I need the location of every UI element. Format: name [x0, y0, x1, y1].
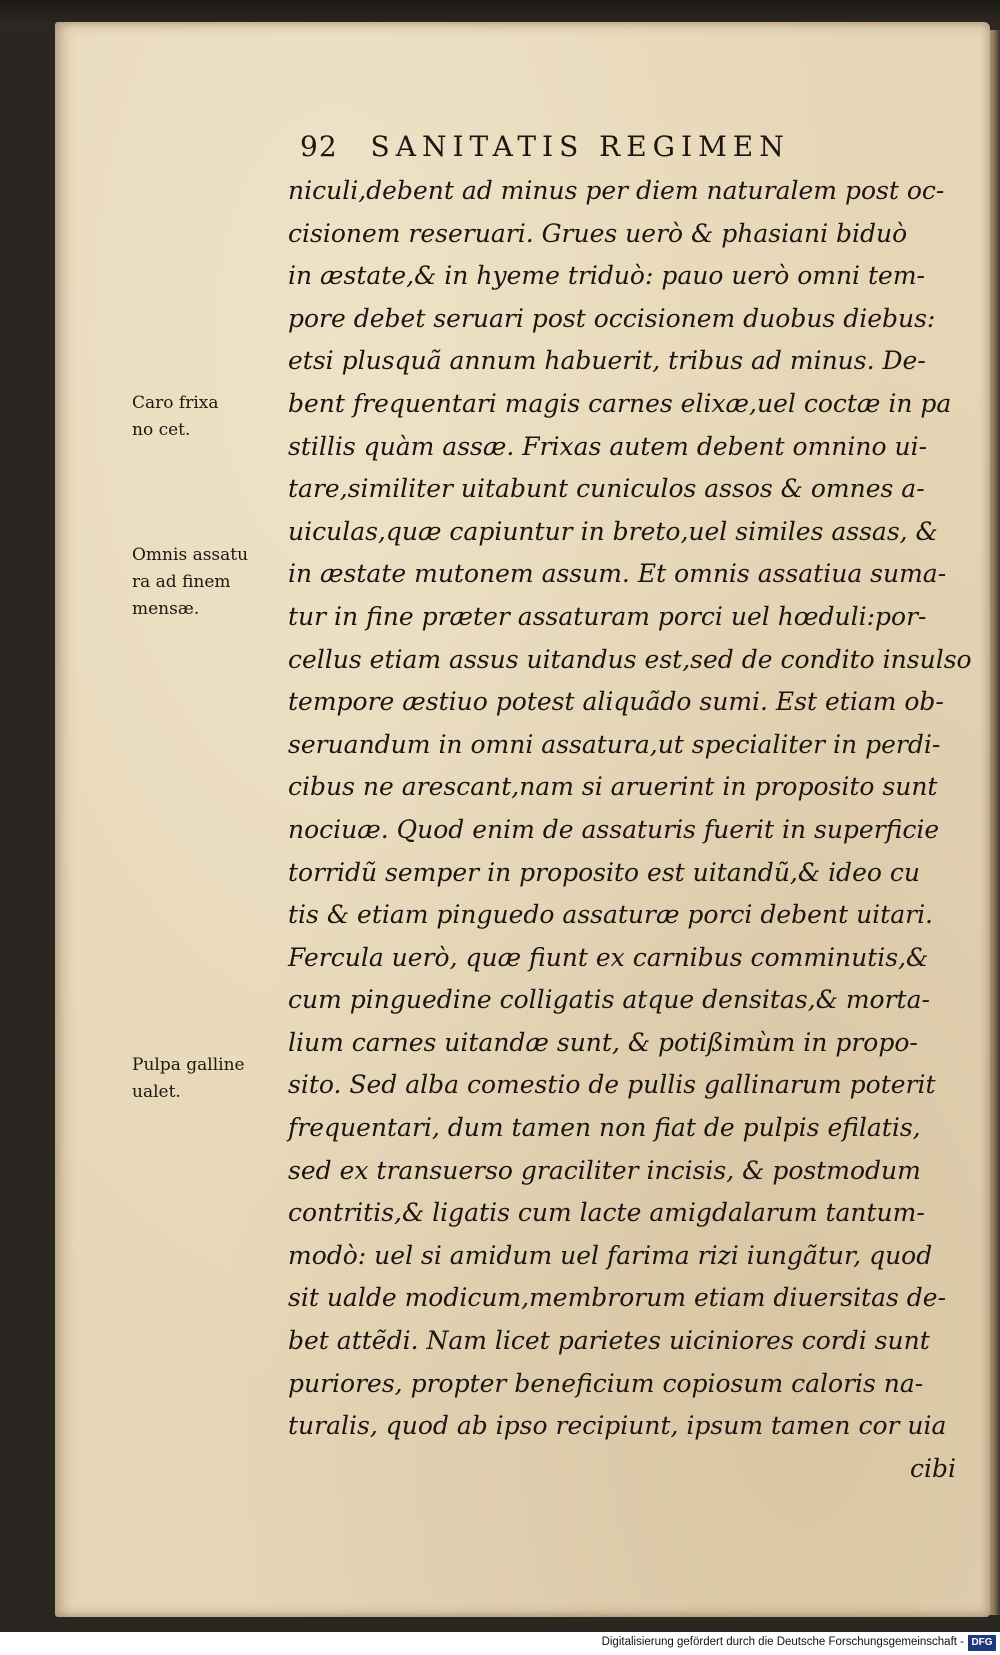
text-line: turalis, quod ab ipso recipiunt, ipsum tamen cor uia [288, 1411, 947, 1441]
dfg-logo: DFG [968, 1635, 996, 1651]
margin-note-line: no cet. [132, 420, 191, 440]
page-number: 92 [300, 130, 338, 163]
text-line: cibus ne arescant,nam si aruerint in proposito sunt [288, 772, 938, 802]
margin-note-line: ualet. [132, 1082, 181, 1102]
text-line: tur in fine præter assaturam porci uel hœduli:por- [288, 601, 927, 631]
running-title: SANITATIS REGIMEN [370, 130, 790, 163]
text-line: sito. Sed alba comestio de pullis gallinarum poterit [288, 1070, 936, 1100]
text-line: torridũ semper in proposito est uitandũ,& ideo cu [288, 857, 920, 887]
text-line: puriores, propter beneficium copiosum caloris na- [288, 1368, 924, 1398]
text-line: frequentari, dum tamen non fiat de pulpis efilatis, [288, 1113, 921, 1143]
margin-note-line: ra ad finem [132, 572, 231, 592]
text-line: lium carnes uitandæ sunt, & potißimùm in propo- [288, 1027, 918, 1057]
running-head [300, 130, 790, 163]
text-line: tempore æstiuo potest aliquãdo sumi. Est etiam ob- [288, 687, 944, 717]
margin-note-line: Pulpa galline [132, 1055, 245, 1075]
text-line: pore debet seruari post occisionem duobus diebus: [288, 303, 936, 333]
margin-note-line: mensæ. [132, 599, 200, 619]
margin-note-line: Caro frixa [132, 393, 219, 413]
text-line: cellus etiam assus uitandus est,sed de condito insulso [288, 644, 972, 674]
text-line: cum pinguedine colligatis atque densitas,& morta- [288, 985, 930, 1015]
text-line: niculi,debent ad minus per diem naturalem post oc- [288, 176, 945, 205]
text-line: nociuæ. Quod enim de assaturis fuerit in superficie [288, 814, 940, 844]
funding-credit: Digitalisierung gefördert durch die Deutsche Forschungsgemeinschaft - [601, 1636, 964, 1648]
text-line: Fercula uerò, quæ fiunt ex carnibus comminutis,& [288, 942, 929, 972]
text-line: seruandum in omni assatura,ut specialiter in perdi- [288, 729, 941, 759]
text-line: stillis quàm assæ. Frixas autem debent omnino ui- [288, 431, 928, 461]
text-line: bet attẽdi. Nam licet parietes uiciniores cordi sunt [288, 1326, 930, 1356]
text-line: modò: uel si amidum uel farima rizi iungãtur, quod [288, 1240, 933, 1270]
margin-note [132, 390, 267, 444]
text-line: tare,similiter uitabunt cuniculos assos & omnes a- [288, 474, 925, 504]
margin-note [132, 1052, 267, 1106]
text-line: tis & etiam pinguedo assaturæ porci debent uitari. [288, 900, 934, 930]
text-line: in æstate mutonem assum. Et omnis assatiua suma- [288, 559, 947, 589]
text-line: etsi plusquã annum habuerit, tribus ad minus. De- [288, 346, 926, 376]
margin-note [132, 542, 267, 623]
text-line: bent frequentari magis carnes elixæ,uel coctæ in pa [288, 388, 952, 418]
margin-note-line: Omnis assatu [132, 545, 249, 565]
text-line: uiculas,quæ capiuntur in breto,uel similes assas, & [288, 516, 938, 546]
text-line: cisionem reseruari. Grues uerò & phasiani biduò [288, 218, 908, 248]
body-text [288, 170, 972, 1490]
text-line: sit ualde modicum,membrorum etiam diuersitas de- [288, 1283, 947, 1313]
text-line: contritis,& ligatis cum lacte amigdalarum tantum- [288, 1198, 925, 1228]
text-line: sed ex transuerso graciliter incisis, & postmodum [288, 1155, 921, 1185]
text-line: in æstate,& in hyeme triduò: pauo uerò omni tem- [288, 261, 925, 291]
catchword: cibi [910, 1453, 956, 1483]
